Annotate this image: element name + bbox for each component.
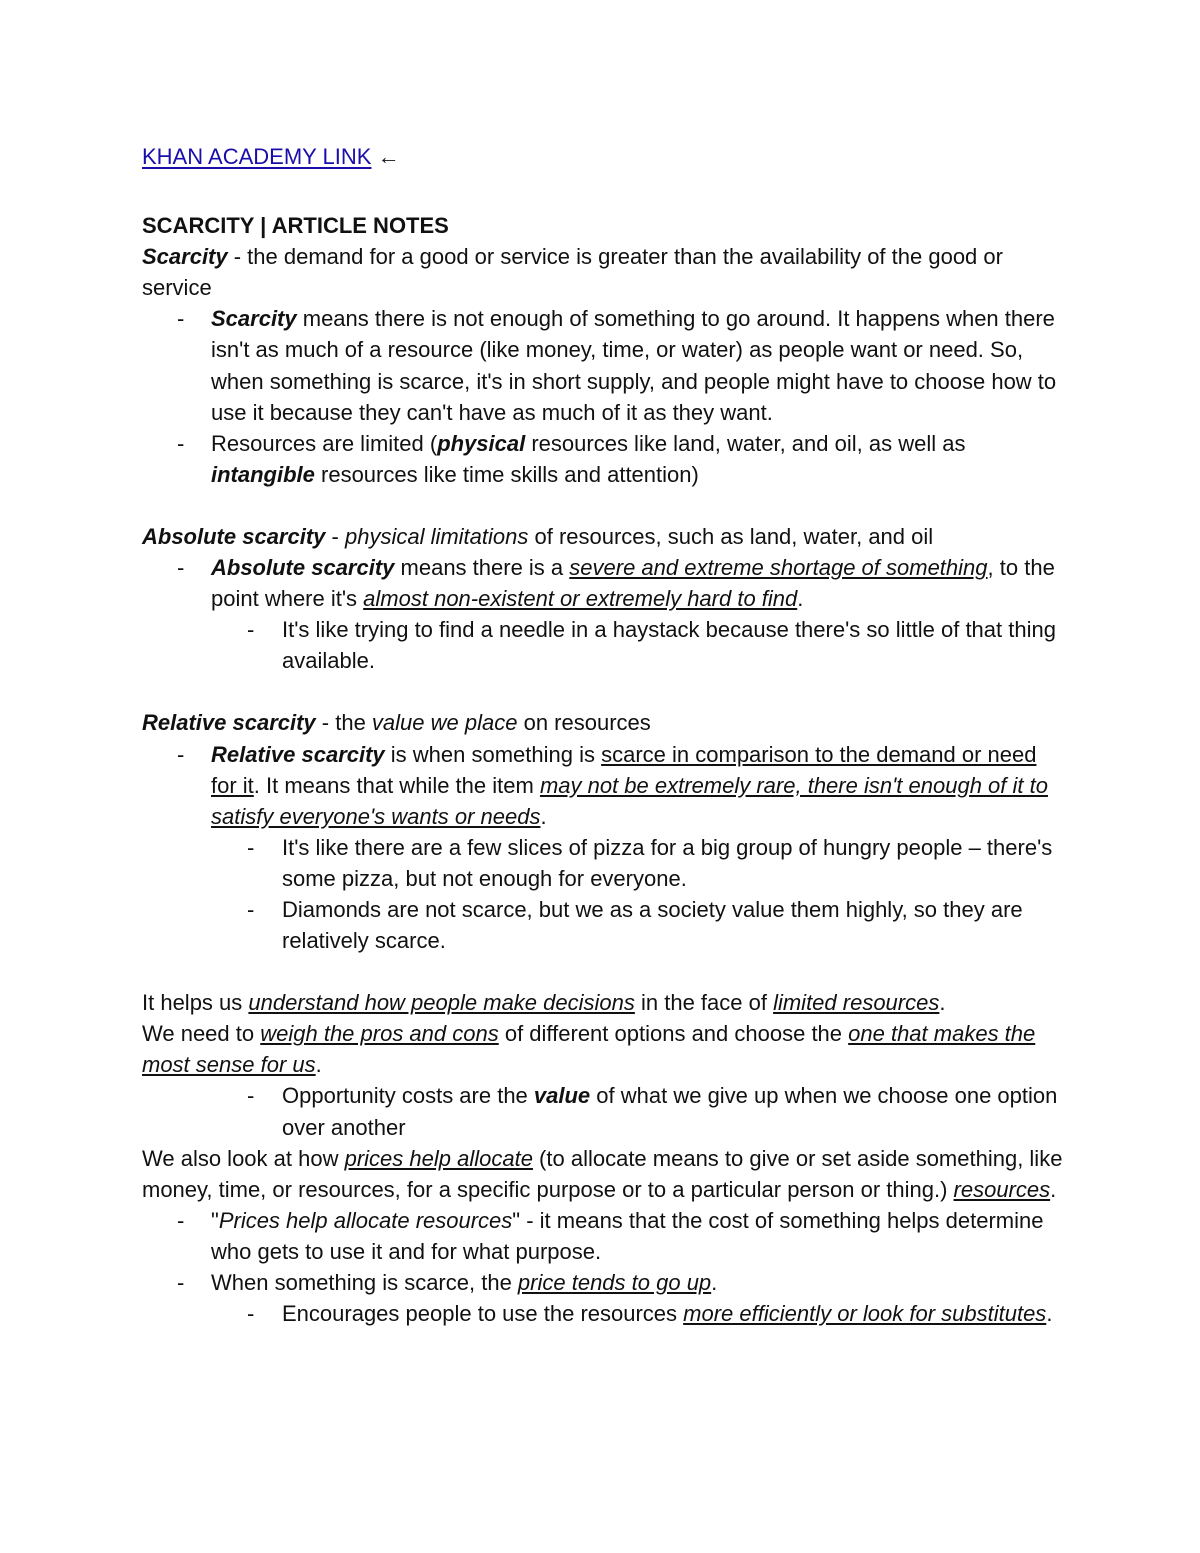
link-line	[142, 141, 1067, 172]
relative-scarcity-definition: Relative scarcity - the value we place on resources	[142, 710, 651, 736]
document-body	[142, 141, 1067, 1329]
scarcity-definition: Scarcity - the demand for a good or service is greater than the availability of the good or service	[142, 244, 1003, 301]
paragraph: We also look at how prices help allocate (to allocate means to give or set aside something, like money, time, or resources, for a specific purpose or to a particular person or thing.) resources.	[142, 1145, 1063, 1202]
page-title: SCARCITY | ARTICLE NOTES	[142, 213, 449, 239]
list-item: - Relative scarcity is when something is scarce in comparison to the demand or need for it. It means that while the item may not be extremely rare, there isn't enough of it to satisfy everyone's wants or needs.	[142, 739, 1067, 832]
list-item: - Absolute scarcity means there is a severe and extreme shortage of something, to the point where it's almost non-existent or extremely hard to find.	[142, 552, 1067, 614]
list-item: - Resources are limited (physical resources like land, water, and oil, as well as intangible resources like time skills and attention)	[142, 428, 1067, 490]
sub-list-item: - It's like trying to find a needle in a haystack because there's so little of that thing available.	[142, 614, 1067, 676]
sub-list-item: - It's like there are a few slices of pizza for a big group of hungry people – there's some pizza, but not enough for everyone.	[142, 832, 1067, 894]
paragraph: It helps us understand how people make decisions in the face of limited resources.	[142, 990, 946, 1016]
absolute-scarcity-definition: Absolute scarcity - physical limitations of resources, such as land, water, and oil	[142, 523, 934, 549]
left-arrow-icon: ←	[377, 144, 400, 169]
list-item: - When something is scarce, the price tends to go up.	[142, 1267, 1067, 1298]
sub-list-item: - Encourages people to use the resources more efficiently or look for substitutes.	[142, 1298, 1067, 1329]
list-item: - Scarcity means there is not enough of something to go around. It happens when there isn't as much of a resource (like money, time, or water) as people want or need. So, when something is scarce, it's in short supply, and people might have to choose how to use it because they can't have as much of it as they want.	[142, 303, 1067, 427]
list-item: - "Prices help allocate resources" - it means that the cost of something helps determine who gets to use it and for what purpose.	[142, 1205, 1067, 1267]
sub-list-item: - Opportunity costs are the value of what we give up when we choose one option over another	[142, 1080, 1067, 1142]
sub-list-item: - Diamonds are not scarce, but we as a society value them highly, so they are relatively scarce.	[142, 894, 1067, 956]
term-scarcity: Scarcity	[142, 244, 228, 270]
paragraph: We need to weigh the pros and cons of different options and choose the one that makes the most sense for us.	[142, 1021, 1036, 1078]
khan-academy-link[interactable]: KHAN ACADEMY LINK	[142, 144, 372, 169]
